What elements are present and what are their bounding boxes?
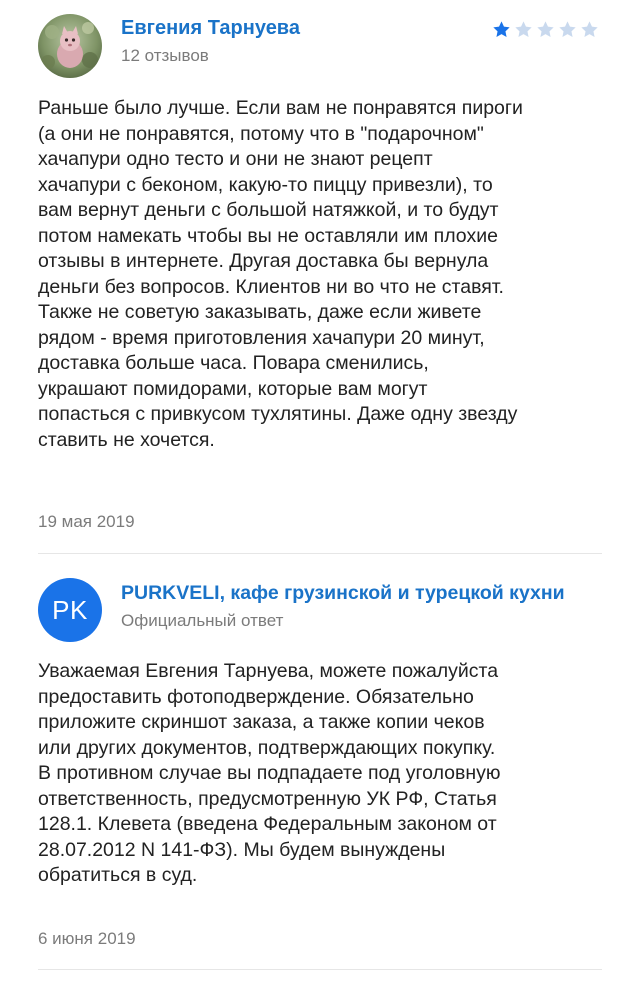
review-author-reviews-count: 12 отзывов xyxy=(121,46,209,65)
text-line: потом намекать чтобы вы не оставляли им плохие xyxy=(38,224,498,247)
text-line: доставка больше часа. Повара сменились, xyxy=(38,352,429,374)
star-empty-icon xyxy=(580,20,599,39)
review-text xyxy=(38,96,618,453)
text-line: или других документов, подтверждающих покупку. xyxy=(38,736,496,759)
review-date: 19 мая 2019 xyxy=(38,512,135,531)
text-line: обратиться в суд. xyxy=(38,864,198,886)
text-line: украшают помидорами, которые вам могут xyxy=(38,377,428,400)
text-line: ставить не хочется. xyxy=(38,428,215,451)
official-reply-label: Официальный ответ xyxy=(121,611,284,630)
text-line: вам вернут деньги с большой натяжкой, и то будут xyxy=(38,199,499,221)
reply-date: 6 июня 2019 xyxy=(38,929,136,948)
text-line: хачапури с беконом, какую-то пиццу привезли), то xyxy=(38,173,493,196)
text-line: ответственность, предусмотренную УК РФ, Статья xyxy=(38,787,497,810)
text-line: деньги без вопросов. Клиентов ни во что не ставят. xyxy=(38,275,504,298)
avatar[interactable] xyxy=(38,578,102,642)
star-filled-icon xyxy=(492,20,511,39)
text-line: 28.07.2012 N 141-ФЗ). Мы будем вынуждены xyxy=(38,838,446,861)
divider xyxy=(38,969,602,970)
avatar-initials: PK xyxy=(52,595,88,625)
text-line: рядом - время приготовления хачапури 20 минут, xyxy=(38,326,485,349)
divider xyxy=(38,553,602,554)
text-line: предоставить фотоподверждение. Обязательно xyxy=(38,685,474,708)
text-line: 128.1. Клевета (введена Федеральным законом от xyxy=(38,813,497,835)
avatar[interactable] xyxy=(38,14,102,78)
text-line: хачапури одно тесто и они не знают рецепт xyxy=(38,148,433,170)
text-line: Раньше было лучше. Если вам не понравятся пироги xyxy=(38,97,523,119)
reply-text xyxy=(38,659,618,889)
star-empty-icon xyxy=(536,20,555,39)
rating-stars xyxy=(492,20,599,39)
review-author-name[interactable]: Евгения Тарнуева xyxy=(121,17,300,39)
text-line: Также не советую заказывать, даже если живете xyxy=(38,301,482,323)
text-line: В противном случае вы подпадаете под уголовную xyxy=(38,762,501,784)
text-line: (а они не понравятся, потому что в "подарочном" xyxy=(38,122,484,145)
star-empty-icon xyxy=(558,20,577,39)
text-line: приложите скриншот заказа, а также копии чеков xyxy=(38,711,485,733)
text-line: попасться с привкусом тухлятины. Даже одну звезду xyxy=(38,403,518,425)
text-line: отзывы в интернете. Другая доставка бы вернула xyxy=(38,250,489,272)
star-empty-icon xyxy=(514,20,533,39)
reply-author-name[interactable]: PURKVELI, кафе грузинской и турецкой кухни xyxy=(121,582,565,604)
text-line: Уважаемая Евгения Тарнуева, можете пожалуйста xyxy=(38,660,499,682)
avatar-photo-icon xyxy=(38,14,102,78)
